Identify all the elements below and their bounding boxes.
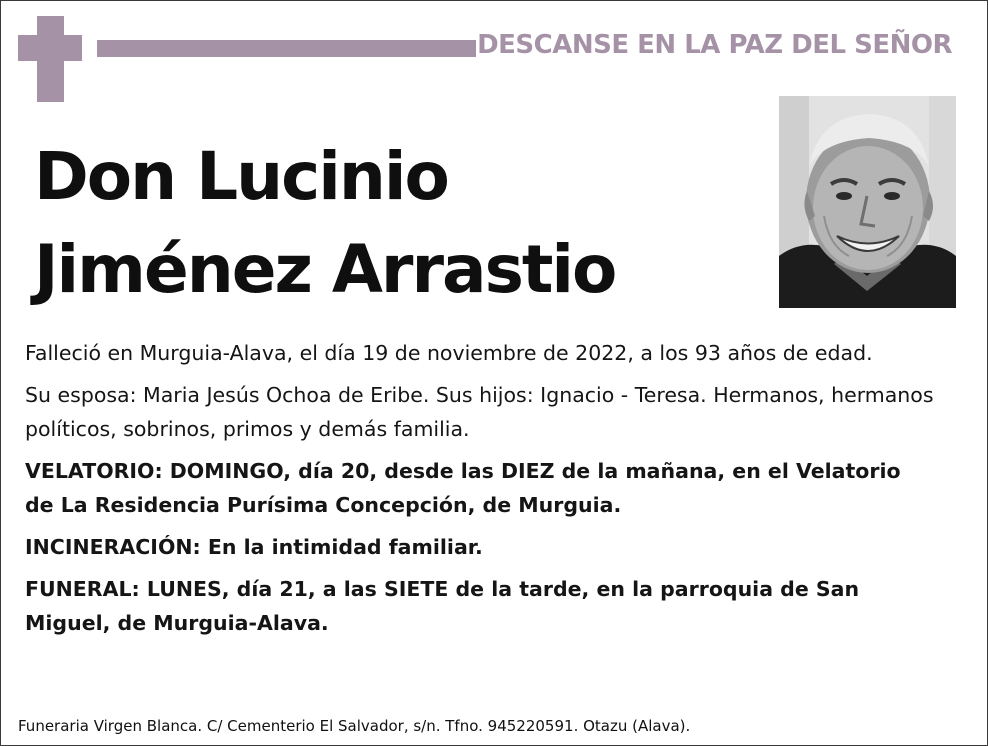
cross-icon-horizontal <box>18 35 82 61</box>
funeral-paragraph: FUNERAL: LUNES, día 21, a las SIETE de la tarde, en la parroquia de San Miguel, de Murguia-Alava. <box>25 577 860 635</box>
header-divider-bar <box>97 40 476 57</box>
obituary-body <box>25 336 945 648</box>
deceased-name <box>34 130 615 316</box>
name-line-2: Jiménez Arrastio <box>34 231 616 308</box>
funeral-home-footer: Funeraria Virgen Blanca. C/ Cementerio El Salvador, s/n. Tfno. 945220591. Otazu (Alava). <box>18 717 691 735</box>
cremation-paragraph: INCINERACIÓN: En la intimidad familiar. <box>25 535 483 559</box>
wake-paragraph: VELATORIO: DOMINGO, día 20, desde las DIEZ de la mañana, en el Velatorio de La Residencia Purísima Concepción, de Murguia. <box>25 459 901 517</box>
portrait-photo-image <box>779 96 956 308</box>
name-line-1: Don Lucinio <box>34 138 448 215</box>
portrait-photo <box>779 96 956 308</box>
header-title: DESCANSE EN LA PAZ DEL SEÑOR <box>477 30 952 60</box>
death-paragraph: Falleció en Murguia-Alava, el día 19 de noviembre de 2022, a los 93 años de edad. <box>25 341 873 365</box>
family-paragraph: Su esposa: Maria Jesús Ochoa de Eribe. Sus hijos: Ignacio - Teresa. Hermanos, hermanos políticos, sobrinos, primos y demás familia. <box>25 383 934 441</box>
